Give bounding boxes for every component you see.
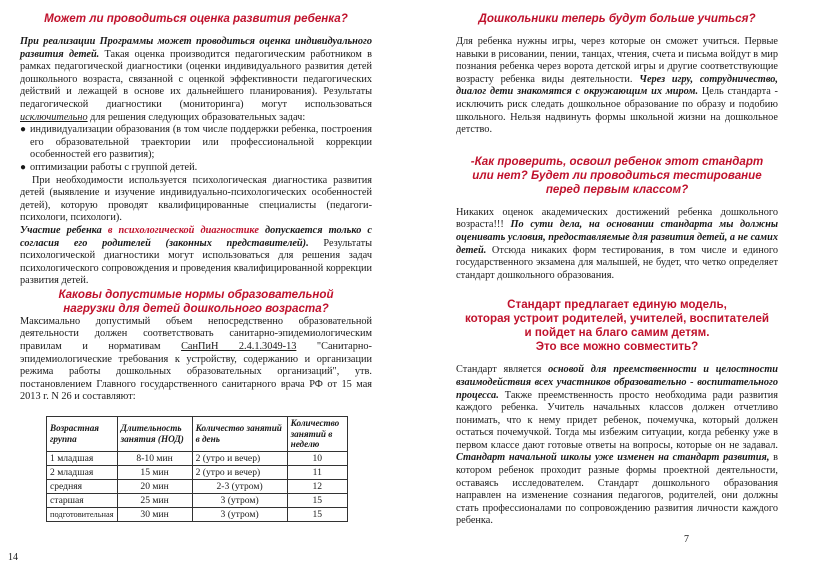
text: Такая оценка производится педагогическим работником в рамках педагогической диагностики (оценки индивидуального развития детей дошкольного возраста, связанной с оценкой эффективности педагогических действий и лежащей в основе их дальнейшего планирования). Результаты педагогической диагностики (мониторинга) могут использоваться bbox=[20, 48, 373, 110]
heading-testing bbox=[456, 155, 778, 197]
text: Стандарт является bbox=[456, 364, 549, 376]
sanpin-link[interactable]: СанПиН 2.4.1.3049-13 bbox=[181, 341, 297, 353]
text-bold-italic: Через игру, сотрудничество, диалог дети знакомятся с окружающим их миром. bbox=[456, 73, 779, 98]
table-row bbox=[47, 451, 348, 465]
text: Результаты психологической диагностики могут использоваться для решения задач психологического сопровождения и проведения квалифицированной коррекции развития детей. bbox=[20, 237, 372, 287]
table-row bbox=[47, 479, 348, 493]
page-number: 14 bbox=[8, 552, 18, 563]
paragraph-sanpin bbox=[20, 316, 372, 404]
list-item bbox=[20, 124, 372, 162]
table-header-cell: Возрастная группа bbox=[47, 417, 118, 452]
right-page bbox=[408, 0, 816, 571]
text-underlined: исключительно bbox=[20, 111, 88, 123]
page-number: 7 bbox=[684, 534, 689, 545]
heading-line: нагрузки для детей дошкольного возраста? bbox=[63, 301, 329, 315]
heading-line: Стандарт предлагает единую модель, bbox=[507, 298, 727, 312]
load-norms-table bbox=[46, 416, 348, 522]
text-bold-italic: основой для преемственности и целостности взаимодействия всех участников образовательно - воспитательного процесса. bbox=[456, 364, 778, 401]
heading-line: Каковы допустимые нормы образовательной bbox=[58, 287, 334, 301]
table-cell: 10 bbox=[287, 451, 347, 465]
text-bold-italic: Стандарт начальной школы уже изменен на стандарт развития, bbox=[456, 452, 770, 464]
table-cell: 2 младшая bbox=[47, 465, 118, 479]
paragraph-consent bbox=[20, 225, 372, 288]
text-bold-italic: По сути дела, на основании стандарта мы должны оценивать условия, предоставляемые для развития детей, а не самих детей. bbox=[456, 219, 778, 256]
table-cell: 15 bbox=[287, 493, 347, 507]
table-cell: 15 bbox=[287, 507, 347, 521]
text: "Санитарно-эпидемиологические требования к устройству, содержанию и организации режима работы дошкольных образовательных организаций", утв. постановлением Главного государственного санитарного врача РФ от 15 мая 2013 г. N 26 и составляют: bbox=[20, 341, 372, 403]
text-bold-italic: При реализации Программы может проводиться оценка индивидуального развития детей. bbox=[20, 36, 372, 60]
text: Для ребенка нужны игры, через которые он сможет учиться. Первые навыки в рисовании, пении, танцах, чтения, счета и письма войдут в мир познания ребенка через ворота детской игры и другие соответствующие возрасту ребенка виды деятельности. bbox=[456, 36, 778, 85]
bullet-list bbox=[20, 124, 372, 174]
paragraph-assessment bbox=[20, 36, 372, 124]
text: Никаких оценок академических достижений ребенка дошкольного возраста!!! bbox=[456, 206, 778, 231]
table-cell: 1 младшая bbox=[47, 451, 118, 465]
text: Отсюда никаких форм тестирования, в том числе и единого государственного экзамена для малышей, не будет, что четко определяет стандарт дошкольного образования. bbox=[456, 244, 778, 281]
text-bold-italic: Участие ребенка bbox=[20, 224, 108, 236]
text: Также преемственность просто необходима ради развития каждого ребенка. Учитель начальных классов должен отчетливо понимать, что к нему придет ребенок, почемучка, который должен остаться почемучкой. Тогда мы избежим ситуации, когда ребенку уже в первом классе дают готовые ответы на вопросы, которые он не задавал. bbox=[456, 389, 778, 451]
table-cell: 11 bbox=[287, 465, 347, 479]
table-cell: 3 (утром) bbox=[192, 507, 287, 521]
table-cell: 2 (утро и вечер) bbox=[192, 451, 287, 465]
table-cell: 2-3 (утром) bbox=[192, 479, 287, 493]
table-cell: средняя bbox=[47, 479, 118, 493]
heading-load-norms bbox=[20, 288, 372, 316]
bullet-icon: ● bbox=[20, 161, 27, 173]
table-cell: 12 bbox=[287, 479, 347, 493]
table-row bbox=[47, 493, 348, 507]
table-cell: 8-10 мин bbox=[117, 451, 192, 465]
heading-line: перед первым классом? bbox=[545, 182, 689, 196]
text-highlight: в психологической диагностике bbox=[107, 224, 259, 236]
list-item-text: индивидуализации образования (в том числе поддержки ребенка, построения его образовательной траектории или профессиональной коррекции особенностей его развития); bbox=[30, 124, 372, 161]
list-item-text: оптимизации работы с группой детей. bbox=[30, 161, 198, 173]
text-bold-italic: допускается только с согласия его родителей (законных представителей). bbox=[20, 224, 372, 249]
heading-assessment: Может ли проводиться оценка развития ребенка? bbox=[44, 12, 348, 25]
text: для решения следующих образовательных задач: bbox=[87, 111, 306, 123]
table-cell: 25 мин bbox=[117, 493, 192, 507]
list-item bbox=[20, 161, 372, 175]
heading-unified-model bbox=[456, 298, 778, 354]
paragraph-play-learning bbox=[456, 36, 778, 137]
heading-line: -Как проверить, освоил ребенок этот стандарт bbox=[470, 154, 764, 168]
table-cell: старшая bbox=[47, 493, 118, 507]
text: Максимально допустимый объем непосредственно образовательной деятельности должен соответствовать санитарно-эпидемиологическим правилам и нормативам bbox=[20, 315, 372, 353]
heading-line: Это все можно совместить? bbox=[535, 340, 699, 354]
table-cell: подготовительная bbox=[47, 507, 118, 521]
table-row bbox=[47, 507, 348, 521]
table-cell: 20 мин bbox=[117, 479, 192, 493]
table-cell: 2 (утро и вечер) bbox=[192, 465, 287, 479]
table-cell: 3 (утром) bbox=[192, 493, 287, 507]
table-header-cell: Количество занятий в неделю bbox=[287, 417, 347, 452]
table-header-cell: Количество занятий в день bbox=[192, 417, 287, 452]
paragraph-continuity bbox=[456, 364, 778, 528]
table-cell: 15 мин bbox=[117, 465, 192, 479]
text: в котором ребенок проходит разные формы проектной деятельности, оставаясь исследователем. Стандарт дошкольного образования направлен на изменение сознания педагогов, родителей, они должны стать профессионалами по сопровождению развития личности каждого ребенка. bbox=[456, 452, 779, 527]
bullet-icon: ● bbox=[20, 124, 27, 136]
heading-line: или нет? Будет ли проводиться тестирование bbox=[472, 168, 762, 182]
heading-line: которая устроит родителей, учителей, воспитателей bbox=[464, 312, 770, 326]
text: Цель стандарта - исключить риск следать дошкольное образование по образу и подобию школьного. Нельзя надвинуть формы школьной жизни на дошкольное детство. bbox=[456, 86, 778, 136]
paragraph-psych-diagnostics: При необходимости используется психологическая диагностика развития детей (выявление и изучение индивидуально-психологических особенностей детей), которую проводят квалифицированные специалисты (педагоги-психологи, психологи). bbox=[20, 174, 372, 224]
paragraph-no-assessment bbox=[456, 207, 778, 283]
table-header-cell: Длительность занятия (НОД) bbox=[117, 417, 192, 452]
table-row bbox=[47, 465, 348, 479]
table-cell: 30 мин bbox=[117, 507, 192, 521]
table-header-row bbox=[47, 417, 348, 452]
heading-school-learning: Дошкольники теперь будут больше учиться? bbox=[478, 12, 756, 25]
heading-line: и пойдет на благо самим детям. bbox=[524, 326, 710, 340]
